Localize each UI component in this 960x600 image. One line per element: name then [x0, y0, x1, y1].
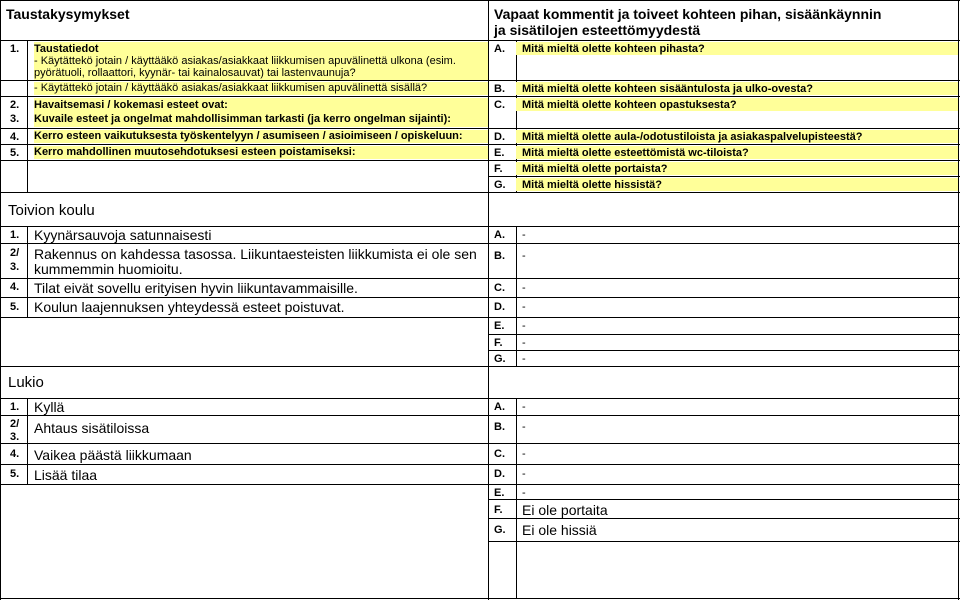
comments-title-line2: ja sisätilojen esteettömyydestä — [494, 22, 701, 38]
toivion-a1-number: 1. — [10, 229, 20, 241]
lukio-a1: Kyllä — [34, 399, 65, 415]
toivion-a5: Koulun laajennuksen yhteydessä esteet poistuvat. — [34, 299, 345, 315]
rq-f-letter: F. — [494, 163, 503, 175]
lukio-a1-number: 1. — [10, 401, 20, 413]
lukio-a23: Ahtaus sisätiloissa — [34, 420, 150, 436]
rq-c-letter: C. — [494, 99, 505, 111]
toivion-a1: Kyynärsauvoja satunnaisesti — [34, 227, 212, 243]
row-line — [0, 128, 960, 129]
q4-text: Kerro esteen vaikutuksesta työskentelyyn / asumiseen / asioimiseen / opiskeluun: — [34, 130, 463, 142]
q1-outdoor-aid-question-cont: pyörätuoli, rollaattori, kyynär- tai kainalosauvat) tai lastenvaunuja? — [34, 67, 356, 79]
toivion-heading: Toivion koulu — [8, 202, 95, 219]
lukio-a23-number: 2/ — [10, 418, 20, 430]
row-line — [0, 144, 960, 145]
rq-b-letter: B. — [494, 83, 505, 95]
lukio-letter-column-line — [516, 398, 517, 598]
lukio-answer-g: Ei ole hissiä — [522, 522, 597, 538]
row-line — [488, 350, 960, 351]
lukio-letter-b: B. — [494, 421, 505, 433]
row-line — [0, 443, 960, 444]
toivion-letter-column-line — [516, 226, 517, 366]
q1-title: Taustatiedot — [34, 43, 99, 55]
lukio-a5: Lisää tilaa — [34, 467, 98, 483]
row-line — [0, 40, 960, 41]
toivion-letter-b: B. — [494, 250, 505, 262]
lukio-answer-f: Ei ole portaita — [522, 502, 608, 518]
row-line — [488, 334, 960, 335]
row-line — [0, 192, 960, 193]
rq-b-text: Mitä mieltä olette kohteen sisääntulosta ja ulko-ovesta? — [522, 83, 813, 95]
lukio-answer-d: - — [522, 468, 526, 480]
lukio-answer-c: - — [522, 448, 526, 460]
rq-d-letter: D. — [494, 131, 505, 143]
lukio-answer-a: - — [522, 401, 526, 413]
toivion-answer-a: - — [522, 229, 526, 241]
toivion-number-column-line — [27, 226, 28, 317]
row-line — [488, 499, 960, 500]
q1-block — [34, 42, 488, 80]
rq-e-letter: E. — [494, 147, 505, 159]
lukio-answer-e: - — [522, 487, 526, 499]
q3-text: Kuvaile esteet ja ongelmat mahdollisimman tarkasti (ja kerro ongelman sijainti): — [34, 113, 451, 125]
row-line — [488, 176, 960, 177]
lukio-a4: Vaikea päästä liikkumaan — [34, 447, 192, 463]
rq-g-letter: G. — [494, 179, 506, 191]
q2-q3-block — [34, 98, 488, 127]
rq-a-text: Mitä mieltä olette kohteen pihasta? — [522, 43, 705, 55]
row-line — [0, 96, 960, 97]
toivion-letter-c: C. — [494, 282, 505, 294]
toivion-letter-e: E. — [494, 320, 505, 332]
lukio-answer-b: - — [522, 421, 526, 433]
rq-f-text: Mitä mieltä olette portaista? — [522, 163, 668, 175]
top-border — [0, 0, 960, 1]
rq-c-text: Mitä mieltä olette kohteen opastuksesta? — [522, 99, 737, 111]
left-number-column-line — [27, 40, 28, 192]
rq-a-letter: A. — [494, 43, 505, 55]
toivion-answer-d: - — [522, 301, 526, 313]
row-line — [0, 160, 960, 161]
toivion-a23-line1: Rakennus on kahdessa tasossa. Liikuntaesteisten liikkumista ei ole sen — [34, 246, 477, 262]
lukio-number-column-line — [27, 398, 28, 484]
lukio-letter-f: F. — [494, 504, 503, 516]
toivion-answer-e: - — [522, 320, 526, 332]
lukio-heading: Lukio — [8, 374, 44, 391]
q1-number: 1. — [10, 43, 20, 55]
rq-g-text: Mitä mieltä olette hissistä? — [522, 179, 662, 191]
row-line — [0, 464, 960, 465]
rq-d-text: Mitä mieltä olette aula-/odotustiloista ja asiakaspalvelupisteestä? — [522, 131, 863, 143]
toivion-answer-g: - — [522, 353, 526, 365]
left-border — [0, 0, 1, 600]
q1-indoor-block — [34, 82, 488, 95]
lukio-letter-g: G. — [494, 524, 506, 536]
lukio-a4-number: 4. — [10, 448, 20, 460]
rq-e-text: Mitä mieltä olette esteettömistä wc-tiloista? — [522, 147, 749, 159]
toivion-a4-number: 4. — [10, 281, 20, 293]
row-line — [0, 484, 960, 485]
toivion-answer-f: - — [522, 337, 526, 349]
q2-number: 2. — [10, 99, 20, 111]
toivion-a5-number: 5. — [10, 301, 20, 313]
q5-text: Kerro mahdollinen muutosehdotuksesi esteen poistamiseksi: — [34, 146, 356, 158]
toivion-answer-c: - — [522, 282, 526, 294]
toivion-letter-f: F. — [494, 337, 503, 349]
q1-outdoor-aid-question: - Käytättekö jotain / käyttääkö asiakas/asiakkaat liikkumisen apuvälinettä ulkona (esim. — [34, 55, 456, 67]
right-border — [958, 0, 959, 600]
row-line — [488, 541, 960, 542]
q5-number: 5. — [10, 147, 20, 159]
row-line — [0, 297, 960, 298]
row-line — [0, 278, 960, 279]
toivion-a23-number-2: 3. — [10, 261, 20, 273]
q3-number: 3. — [10, 113, 20, 125]
background-questions-title: Taustakysymykset — [6, 6, 130, 22]
lukio-letter-c: C. — [494, 448, 505, 460]
row-line — [0, 366, 960, 367]
lukio-letter-e: E. — [494, 487, 505, 499]
q5-block — [34, 146, 488, 159]
lukio-a5-number: 5. — [10, 468, 20, 480]
comments-title-line1: Vapaat kommentit ja toiveet kohteen pihan, sisäänkäynnin — [494, 6, 882, 22]
lukio-a23-number-2: 3. — [10, 431, 20, 443]
toivion-a23-line2: kummemmin huomioitu. — [34, 261, 183, 277]
toivion-letter-d: D. — [494, 301, 505, 313]
row-line — [0, 317, 960, 318]
toivion-answer-b: - — [522, 250, 526, 262]
row-line — [0, 80, 960, 81]
bottom-border — [0, 598, 960, 599]
toivion-letter-a: A. — [494, 229, 505, 241]
q4-number: 4. — [10, 131, 20, 143]
column-divider — [488, 0, 489, 600]
q1-indoor-aid-question: - Käytättekö jotain / käyttääkö asiakas/asiakkaat liikkumisen apuvälinettä sisällä? — [34, 82, 428, 94]
lukio-letter-a: A. — [494, 401, 505, 413]
row-line — [0, 415, 960, 416]
toivion-letter-g: G. — [494, 353, 506, 365]
toivion-a4: Tilat eivät sovellu erityisen hyvin liikuntavammaisille. — [34, 280, 358, 296]
toivion-a23-number: 2/ — [10, 247, 20, 259]
lukio-letter-d: D. — [494, 468, 505, 480]
row-line — [0, 398, 960, 399]
q4-block — [34, 130, 488, 143]
q2-text: Havaitsemasi / kokemasi esteet ovat: — [34, 99, 228, 111]
